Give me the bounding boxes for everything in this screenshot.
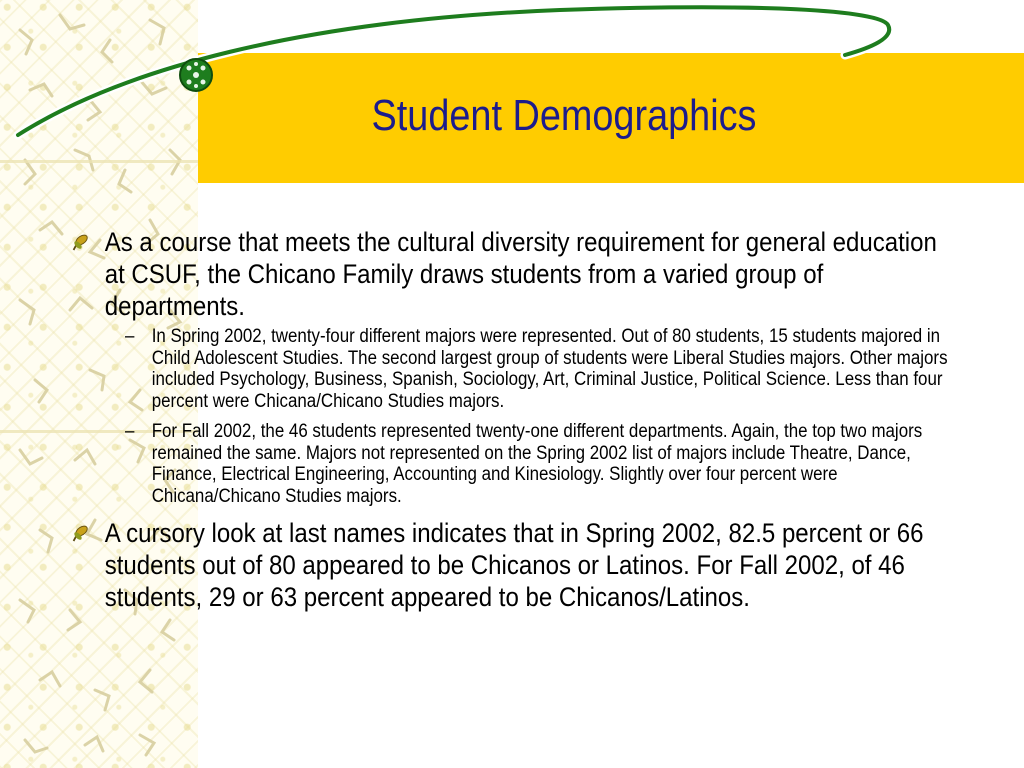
sub-bullet-item	[125, 421, 979, 507]
bullet-item	[70, 517, 995, 613]
sub-bullet-item	[125, 326, 979, 412]
slide-content	[70, 226, 970, 613]
sub-bullet-text: In Spring 2002, twenty-four different majors were represented. Out of 80 students, 15 students majored in Child Adolescent Studies. The second largest group of students were Liberal Studies majors. Other majors included Psychology, Business, Spanish, Sociology, Art, Criminal Justice, Political Science. Less than four percent were Chicana/Chicano Studies majors.	[151, 326, 948, 412]
bullet-text: A cursory look at last names indicates that in Spring 2002, 82.5 percent or 66 students out of 80 appeared to be Chicanos or Latinos. For Fall 2002, of 46 students, 29 or 63 percent appeared to be Chicanos/Latinos.	[104, 518, 924, 612]
bullet-text: As a course that meets the cultural diversity requirement for general education at CSUF, the Chicano Family draws students from a varied group of departments.	[104, 227, 937, 321]
dash-marker: –	[125, 421, 135, 442]
leaf-bullet-icon	[70, 232, 90, 254]
green-dot-cluster-icon	[180, 59, 212, 91]
dash-marker: –	[125, 326, 135, 347]
leaf-bullet-icon	[70, 523, 90, 545]
sub-bullet-text: For Fall 2002, the 46 students represented twenty-one different departments. Again, the top two majors remained the same. Majors not represented on the Spring 2002 list of majors include Theatre, Dance, Finance, Electrical Engineering, Accounting and Kinesiology. Slightly over four percent were Chicana/Chicano Studies majors.	[151, 421, 923, 507]
bullet-item	[70, 226, 995, 322]
slide-title: Student Demographics	[371, 91, 757, 140]
